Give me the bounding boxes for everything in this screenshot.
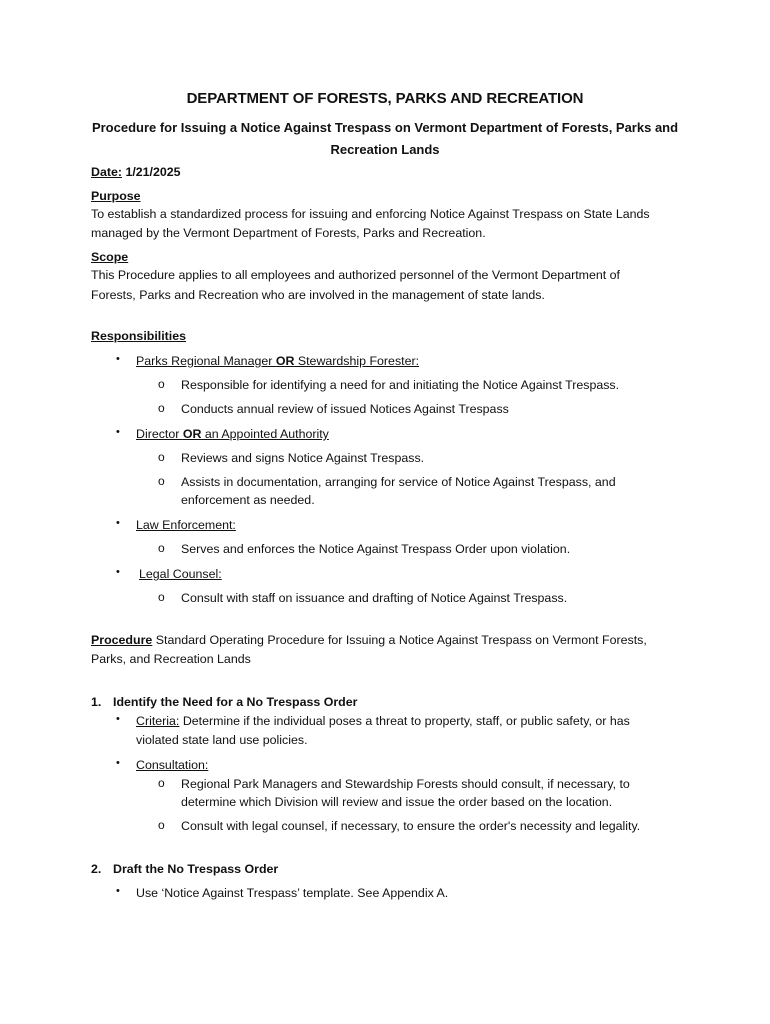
consultation-label: Consultation: bbox=[136, 758, 209, 772]
step-1-number: 1. bbox=[91, 695, 102, 709]
responsibilities-heading: Responsibilities bbox=[91, 329, 187, 343]
bullet: • bbox=[116, 426, 120, 438]
consultation-item-1-line-2: determine which Division will review and issue the order based on the location. bbox=[181, 795, 613, 809]
consultation-item-1-line-1: Regional Park Managers and Stewardship Forests should consult, if necessary, to bbox=[181, 777, 630, 791]
bullet: • bbox=[116, 713, 120, 725]
step-1-criteria-line-2: violated state land use policies. bbox=[136, 733, 308, 747]
sub-bullet: o bbox=[158, 590, 165, 604]
role-parks-manager-item-2: Conducts annual review of issued Notices Against Trespass bbox=[181, 402, 509, 416]
date-line bbox=[91, 163, 181, 182]
bullet: • bbox=[116, 353, 120, 365]
role-director-item-2-line-2: enforcement as needed. bbox=[181, 493, 315, 507]
bullet: • bbox=[116, 757, 120, 769]
consultation-item-2: Consult with legal counsel, if necessary, to ensure the order's necessity and legality. bbox=[181, 819, 641, 833]
sub-bullet: o bbox=[158, 541, 165, 555]
purpose-heading: Purpose bbox=[91, 189, 141, 203]
bullet: • bbox=[116, 885, 120, 897]
sub-bullet: o bbox=[158, 474, 165, 488]
sub-bullet: o bbox=[158, 377, 165, 391]
role-director: Director OR an Appointed Authority bbox=[136, 427, 329, 441]
sub-bullet: o bbox=[158, 818, 165, 832]
role-law-enforcement-item-1: Serves and enforces the Notice Against Trespass Order upon violation. bbox=[181, 542, 571, 556]
date-value: 1/21/2025 bbox=[125, 165, 181, 179]
date-label: Date: bbox=[91, 165, 122, 179]
step-1-criteria-line-1: Criteria: Determine if the individual poses a threat to property, staff, or public safety, or has bbox=[136, 714, 630, 728]
sub-bullet: o bbox=[158, 401, 165, 415]
role-parks-manager-item-1: Responsible for identifying a need for and initiating the Notice Against Trespass. bbox=[181, 378, 620, 392]
bullet: • bbox=[116, 517, 120, 529]
procedure-line-1: Procedure Standard Operating Procedure for Issuing a Notice Against Trespass on Vermont Forests, bbox=[91, 633, 647, 647]
purpose-text-line-1: To establish a standardized process for issuing and enforcing Notice Against Trespass on State Lands bbox=[91, 207, 650, 221]
procedure-label: Procedure bbox=[91, 633, 153, 647]
sub-bullet: o bbox=[158, 450, 165, 464]
scope-text-line-1: This Procedure applies to all employees and authorized personnel of the Vermont Department of bbox=[91, 268, 620, 282]
role-director-item-2-line-1: Assists in documentation, arranging for service of Notice Against Trespass, and bbox=[181, 475, 616, 489]
document-title: Procedure for Issuing a Notice Against Trespass on Vermont Department of Forests, Parks and Recreation Lands bbox=[91, 120, 679, 157]
criteria-label: Criteria: bbox=[136, 714, 180, 728]
sub-bullet: o bbox=[158, 776, 165, 790]
bullet: • bbox=[116, 566, 120, 578]
department-heading: DEPARTMENT OF FORESTS, PARKS AND RECREATION bbox=[186, 90, 584, 107]
step-1-title: Identify the Need for a No Trespass Order bbox=[113, 695, 358, 709]
role-parks-manager: Parks Regional Manager OR Stewardship Forester: bbox=[136, 354, 420, 368]
step-2-number: 2. bbox=[91, 862, 102, 876]
purpose-text-line-2: managed by the Vermont Department of Forests, Parks and Recreation. bbox=[91, 226, 486, 240]
role-legal-counsel: Legal Counsel: bbox=[139, 567, 222, 581]
role-legal-counsel-item-1: Consult with staff on issuance and drafting of Notice Against Trespass. bbox=[181, 591, 568, 605]
role-director-item-1: Reviews and signs Notice Against Trespass. bbox=[181, 451, 425, 465]
scope-heading: Scope bbox=[91, 250, 129, 264]
step-2-title: Draft the No Trespass Order bbox=[113, 862, 279, 876]
procedure-line-2: Parks, and Recreation Lands bbox=[91, 652, 251, 666]
scope-text-line-2: Forests, Parks and Recreation who are involved in the management of state lands. bbox=[91, 288, 545, 302]
step-2-item-1: Use ‘Notice Against Trespass’ template. See Appendix A. bbox=[136, 886, 449, 900]
role-law-enforcement: Law Enforcement: bbox=[136, 518, 236, 532]
